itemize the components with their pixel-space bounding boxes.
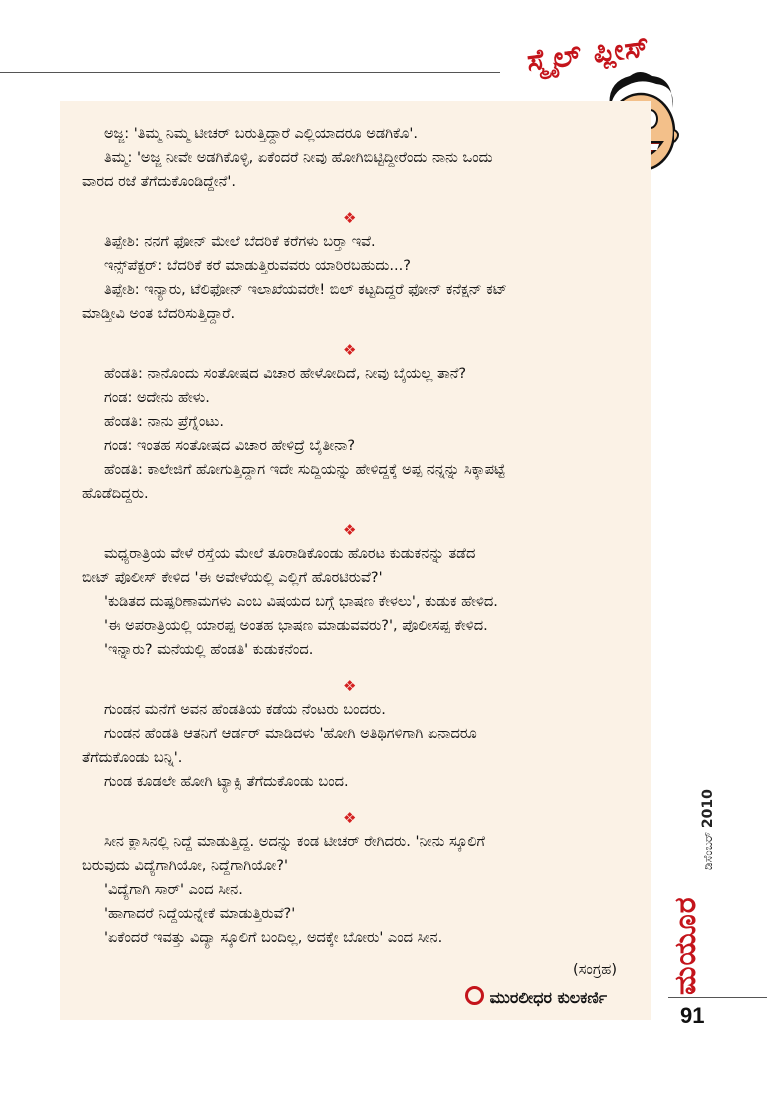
separator — [82, 514, 637, 542]
issue-year: 2010 — [700, 789, 716, 829]
separator — [82, 334, 637, 362]
separator-icon: ❖ — [343, 521, 357, 539]
joke-line: ತಿಪ್ಪೇಶಿ: ನನಗೆ ಫೋನ್ ಮೇಲೆ ಬೆದರಿಕೆ ಕರೆಗಳು ಬರ್‍ತಾ ಇವೆ. — [104, 234, 376, 250]
joke-line: ಇನ್ಸ್‌ಪೆಕ್ಟರ್: ಬೆದರಿಕೆ ಕರೆ ಮಾಡುತ್ತಿರುವವರು ಯಾರಿರಬಹುದು...? — [104, 258, 411, 274]
joke-line: ಬರುವುದು ವಿದ್ಯೆಗಾಗಿಯೋ, ನಿದ್ದೆಗಾಗಿಯೋ?' — [82, 858, 288, 874]
compiled-note: (ಸಂಗ್ರಹ) — [573, 962, 617, 978]
joke-line: ಗಂಡ: ಇಂತಹ ಸಂತೋಷದ ವಿಚಾರ ಹೇಳಿದ್ರೆ ಬೈತೀನಾ? — [104, 438, 356, 454]
separator — [82, 202, 637, 230]
joke-line: 'ಕುಡಿತದ ದುಷ್ಪರಿಣಾಮಗಳು ಎಂಬ ವಿಷಯದ ಬಗ್ಗೆ ಭಾಷಣ ಕೇಳಲು', ಕುಡುಕ ಹೇಳಿದ. — [104, 594, 498, 610]
joke-line: ತಿಪ್ಪೇಶಿ: ಇನ್ಯಾರು, ಟೆಲಿಫೋನ್ ಇಲಾಖೆಯವರೇ! ಬಿಲ್ ಕಟ್ಟದಿದ್ದರೆ ಫೋನ್ ಕನೆಕ್ಷನ್ ಕಟ್ — [104, 282, 508, 298]
separator-icon: ❖ — [343, 677, 357, 695]
circle-bullet-icon — [465, 986, 484, 1005]
issue-month: ಡಿಸೆಂಬರ್ — [701, 831, 715, 870]
section-title: ಸ್ಮೈಲ್ ಪ್ಲೀಸ್ — [525, 28, 653, 78]
joke-line: ಗುಂಡನ ಹೆಂಡತಿ ಆತನಿಗೆ ಆರ್ಡರ್ ಮಾಡಿದಳು 'ಹೋಗಿ ಅತಿಥಿಗಳಿಗಾಗಿ ಏನಾದರೂ — [104, 726, 477, 742]
joke-line: ಹೆಂಡತಿ: ಕಾಲೇಜಿಗೆ ಹೋಗುತ್ತಿದ್ದಾಗ ಇದೇ ಸುದ್ದಿಯನ್ನು ಹೇಳಿದ್ದಕ್ಕೆ ಅಪ್ಪ ನನ್ನನ್ನು ಸಿಕ್ಕಾಪಟ್ಟೆ — [104, 462, 506, 478]
author-name: ಮುರಲೀಧರ ಕುಲಕರ್ಣಿ — [489, 988, 607, 1007]
joke-line: ತಿಮ್ಮ: 'ಅಜ್ಜ ನೀವೇ ಅಡಗಿಕೊಳ್ಳಿ, ಏಕೆಂದರೆ ನೀವು ಹೋಗಿಬಿಟ್ಟಿದ್ದೀರೆಂದು ನಾನು ಒಂದು — [104, 150, 493, 166]
footer-rule — [668, 997, 767, 998]
joke-line: 'ಏಕೆಂದರೆ ಇವತ್ತು ವಿದ್ಯಾ ಸ್ಕೂಲಿಗೆ ಬಂದಿಲ್ಲ, ಅದಕ್ಕೇ ಬೋರು' ಎಂದ ಸೀನ. — [104, 930, 443, 946]
top-rule — [0, 72, 500, 73]
joke-5 — [82, 698, 637, 794]
joke-line: 'ಹಾಗಾದರೆ ನಿದ್ದೆಯನ್ನೇಕೆ ಮಾಡುತ್ತಿರುವೆ?' — [104, 906, 296, 922]
joke-line: ಗಂಡ: ಅದೇನು ಹೇಳು. — [104, 390, 210, 406]
joke-line: ಅಜ್ಜ: 'ತಿಮ್ಮ ನಿಮ್ಮ ಟೀಚರ್ ಬರುತ್ತಿದ್ದಾರೆ ಎಲ್ಲಿಯಾದರೂ ಅಡಗಿಕೊ'. — [104, 126, 418, 142]
joke-line: ವಾರದ ರಜೆ ತೆಗೆದುಕೊಂಡಿದ್ದೇನೆ'. — [82, 174, 236, 190]
joke-line: 'ವಿದ್ಯೆಗಾಗಿ ಸಾರ್' ಎಂದ ಸೀನ. — [104, 882, 243, 898]
joke-1 — [82, 122, 637, 194]
joke-line: 'ಈ ಅಪರಾತ್ರಿಯಲ್ಲಿ ಯಾರಪ್ಪ ಅಂತಹ ಭಾಷಣ ಮಾಡುವವರು?', ಪೊಲೀಸಪ್ಪ ಕೇಳಿದ. — [104, 618, 488, 634]
joke-line: ಗುಂಡ ಕೂಡಲೇ ಹೋಗಿ ಟ್ಯಾಕ್ಸಿ ತೆಗೆದುಕೊಂಡು ಬಂದ. — [104, 774, 349, 790]
separator-icon: ❖ — [343, 341, 357, 359]
joke-line: ಬೀಟ್ ಪೊಲೀಸ್ ಕೇಳಿದ 'ಈ ಅವೇಳೆಯಲ್ಲಿ ಎಲ್ಲಿಗೆ ಹೊರಟಿರುವೆ?' — [82, 570, 383, 586]
joke-line: ಹೊಡೆದಿದ್ದರು. — [82, 486, 149, 502]
joke-line: 'ಇನ್ನಾರು? ಮನೆಯಲ್ಲಿ ಹೆಂಡತಿ' ಕುಡುಕನೆಂದ. — [104, 642, 314, 658]
joke-line: ತೆಗೆದುಕೊಂಡು ಬನ್ನಿ'. — [82, 750, 183, 766]
joke-2 — [82, 230, 637, 326]
magazine-logo: ಮಯೂರ — [668, 896, 703, 995]
separator-icon: ❖ — [343, 209, 357, 227]
joke-3 — [82, 362, 637, 506]
joke-6 — [82, 830, 637, 950]
page-number: 91 — [680, 1003, 705, 1028]
joke-line: ಮಧ್ಯರಾತ್ರಿಯ ವೇಳೆ ರಸ್ತೆಯ ಮೇಲೆ ತೂರಾಡಿಕೊಂಡು ಹೊರಟ ಕುಡುಕನನ್ನು ತಡೆದ — [104, 546, 476, 562]
jokes-content — [82, 122, 637, 1010]
joke-line: ಸೀನ ಕ್ಲಾಸಿನಲ್ಲಿ ನಿದ್ದೆ ಮಾಡುತ್ತಿದ್ದ. ಅದನ್ನು ಕಂಡ ಟೀಚರ್ ರೇಗಿದರು. 'ನೀನು ಸ್ಕೂಲಿಗೆ — [104, 834, 485, 850]
author-byline — [82, 986, 637, 1010]
joke-line: ಮಾಡ್ತೀವಿ ಅಂತ ಬೆದರಿಸುತ್ತಿದ್ದಾರೆ. — [82, 306, 236, 322]
joke-line: ಹೆಂಡತಿ: ನಾನೊಂದು ಸಂತೋಷದ ವಿಚಾರ ಹೇಳೋದಿದೆ, ನೀವು ಬೈಯಲ್ಲ ತಾನೆ? — [104, 366, 467, 382]
separator-icon: ❖ — [343, 809, 357, 827]
separator — [82, 670, 637, 698]
joke-line: ಗುಂಡನ ಮನೆಗೆ ಅವನ ಹೆಂಡತಿಯ ಕಡೆಯ ನೆಂಟರು ಬಂದರು. — [104, 702, 386, 718]
separator — [82, 802, 637, 830]
joke-4 — [82, 542, 637, 662]
joke-line: ಹೆಂಡತಿ: ನಾನು ಪ್ರೆಗ್ನೆಂಟು. — [104, 414, 224, 430]
issue-date — [700, 789, 716, 870]
